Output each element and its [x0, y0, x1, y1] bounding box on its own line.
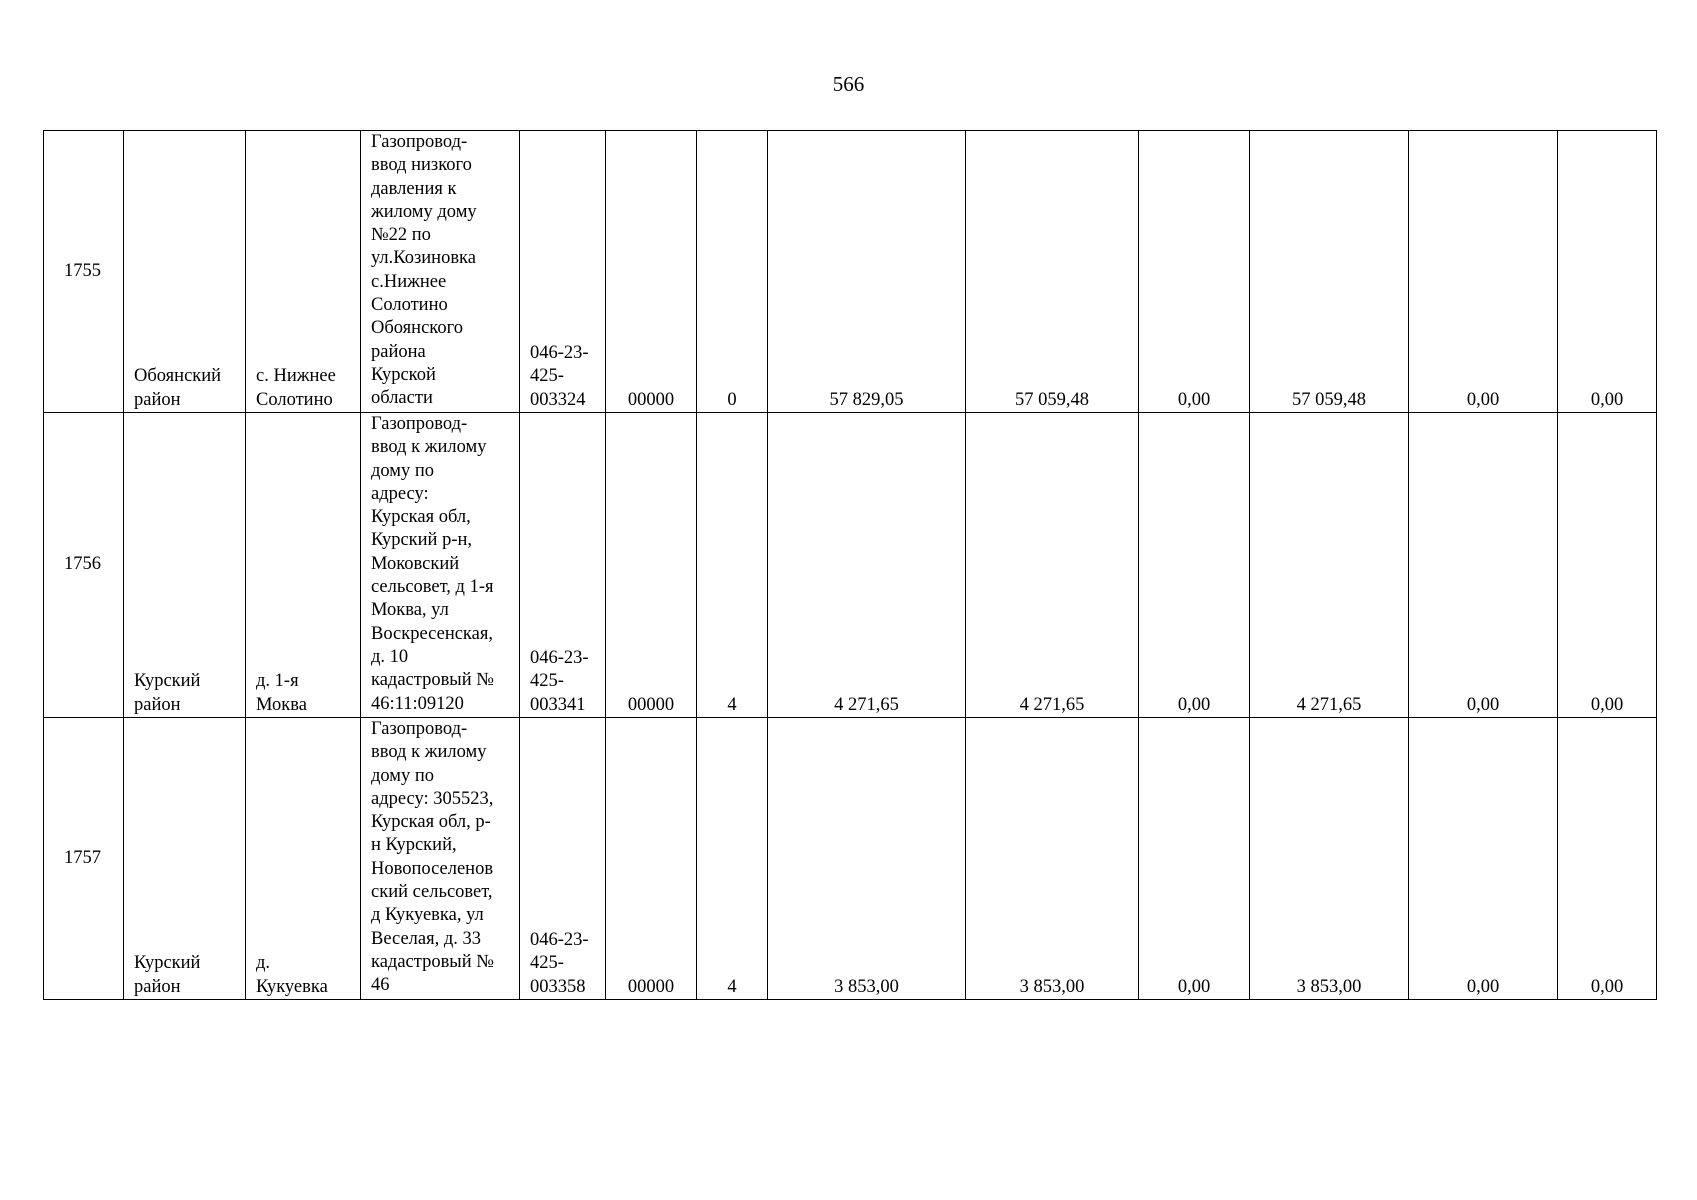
value-cell: 0,00 — [1558, 131, 1657, 413]
value-cell: 0,00 — [1558, 413, 1657, 718]
table-row — [44, 131, 1657, 413]
value-cell: 0,00 — [1409, 413, 1558, 718]
table-row — [44, 718, 1657, 1000]
inventory-code-cell: 046-23- 425- 003324 — [520, 131, 606, 413]
row-number: 1756 — [44, 413, 124, 718]
row-number: 1755 — [44, 131, 124, 413]
value-cell: 57 059,48 — [1250, 131, 1409, 413]
code-cell: 00000 — [606, 718, 697, 1000]
description-cell: Газопровод- ввод к жилому дому по адресу: 305523, Курская обл, р- н Курский, Новопоселенов ский сельсовет, д Кукуевка, ул Веселая, д. 33 кадастровый № 46 — [361, 718, 520, 1000]
value-cell: 0,00 — [1558, 718, 1657, 1000]
registry-table — [43, 130, 1657, 1000]
value-cell: 57 829,05 — [768, 131, 966, 413]
value-cell: 57 059,48 — [966, 131, 1139, 413]
count-cell: 4 — [697, 718, 768, 1000]
count-cell: 0 — [697, 131, 768, 413]
value-cell: 3 853,00 — [768, 718, 966, 1000]
description-cell: Газопровод- ввод низкого давления к жилому дому №22 по ул.Козиновка с.Нижнее Солотино Обоянского района Курской области — [361, 131, 520, 413]
value-cell: 0,00 — [1409, 718, 1558, 1000]
value-cell: 4 271,65 — [966, 413, 1139, 718]
value-cell: 3 853,00 — [1250, 718, 1409, 1000]
page-number: 566 — [832, 72, 865, 96]
value-cell: 0,00 — [1139, 413, 1250, 718]
description-cell: Газопровод- ввод к жилому дому по адресу: Курская обл, Курский р-н, Моковский сельсовет, д 1-я Моква, ул Воскресенская, д. 10 кадастровый № 46:11:09120 — [361, 413, 520, 718]
locality-cell: с. Нижнее Солотино — [246, 131, 361, 413]
row-number: 1757 — [44, 718, 124, 1000]
locality-cell: д. 1-я Моква — [246, 413, 361, 718]
district-cell: Курский район — [124, 718, 246, 1000]
inventory-code-cell: 046-23- 425- 003341 — [520, 413, 606, 718]
district-cell: Обоянский район — [124, 131, 246, 413]
locality-cell: д. Кукуевка — [246, 718, 361, 1000]
count-cell: 4 — [697, 413, 768, 718]
value-cell: 4 271,65 — [1250, 413, 1409, 718]
value-cell: 3 853,00 — [966, 718, 1139, 1000]
district-cell: Курский район — [124, 413, 246, 718]
value-cell: 0,00 — [1409, 131, 1558, 413]
inventory-code-cell: 046-23- 425- 003358 — [520, 718, 606, 1000]
table-row — [44, 413, 1657, 718]
value-cell: 0,00 — [1139, 718, 1250, 1000]
code-cell: 00000 — [606, 413, 697, 718]
code-cell: 00000 — [606, 131, 697, 413]
value-cell: 0,00 — [1139, 131, 1250, 413]
value-cell: 4 271,65 — [768, 413, 966, 718]
